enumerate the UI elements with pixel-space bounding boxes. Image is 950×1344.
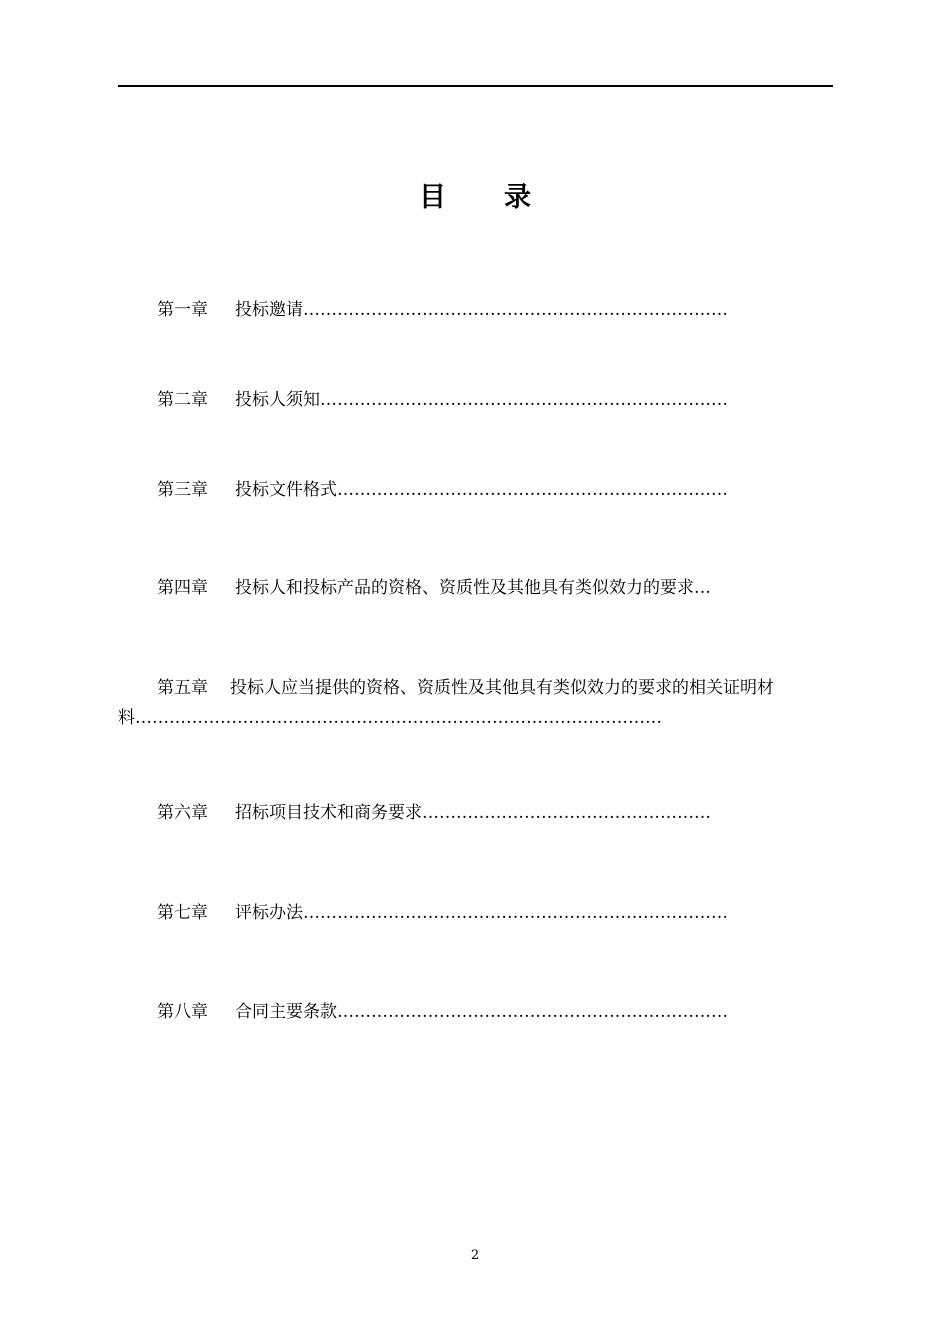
toc-chapter-number: 第五章 xyxy=(157,678,208,698)
toc-leader-dots: …………………………………………… xyxy=(422,803,711,823)
toc-leader-dots: … xyxy=(694,578,711,598)
toc-leader-dots: ………………………………………………………………… xyxy=(303,903,728,923)
toc-chapter-number: 第六章 xyxy=(157,803,208,823)
toc-entry-chapter-7[interactable] xyxy=(157,903,728,923)
toc-leader-dots: ……………………………………………………………… xyxy=(320,390,728,410)
toc-chapter-title: 招标项目技术和商务要求 xyxy=(235,803,422,823)
toc-chapter-title: 评标办法 xyxy=(235,903,303,923)
toc-chapter-number: 第三章 xyxy=(157,480,208,500)
toc-chapter-number: 第四章 xyxy=(157,578,208,598)
toc-chapter-number: 第八章 xyxy=(157,1002,208,1022)
toc-chapter-title: 投标文件格式 xyxy=(235,480,337,500)
toc-leader-dots: …………………………………………………………… xyxy=(337,1002,728,1022)
header-rule xyxy=(118,85,833,87)
toc-chapter-number: 第二章 xyxy=(157,390,208,410)
toc-entry-chapter-1[interactable] xyxy=(157,300,728,320)
toc-chapter-number: 第一章 xyxy=(157,300,208,320)
toc-entry-chapter-8[interactable] xyxy=(157,1002,728,1022)
toc-chapter-title: 投标人须知 xyxy=(235,390,320,410)
toc-leader-dots: …………………………………………………………… xyxy=(337,480,728,500)
page-number: 2 xyxy=(470,1248,480,1263)
toc-chapter-title: 投标邀请 xyxy=(235,300,303,320)
toc-chapter-title: 合同主要条款 xyxy=(235,1002,337,1022)
toc-chapter-title: 投标人应当提供的资格、资质性及其他具有类似效力的要求的相关证明材料 xyxy=(118,678,774,728)
toc-chapter-number: 第七章 xyxy=(157,903,208,923)
toc-entry-chapter-4[interactable] xyxy=(157,578,711,598)
toc-entry-chapter-5[interactable] xyxy=(118,673,838,733)
page-title: 目录 xyxy=(419,182,589,213)
toc-entry-chapter-3[interactable] xyxy=(157,480,728,500)
toc-entry-chapter-6[interactable] xyxy=(157,803,711,823)
toc-entry-chapter-2[interactable] xyxy=(157,390,728,410)
toc-leader-dots: ………………………………………………………………………………… xyxy=(135,708,662,728)
toc-leader-dots: ………………………………………………………………… xyxy=(303,300,728,320)
toc-chapter-title: 投标人和投标产品的资格、资质性及其他具有类似效力的要求 xyxy=(235,578,694,598)
